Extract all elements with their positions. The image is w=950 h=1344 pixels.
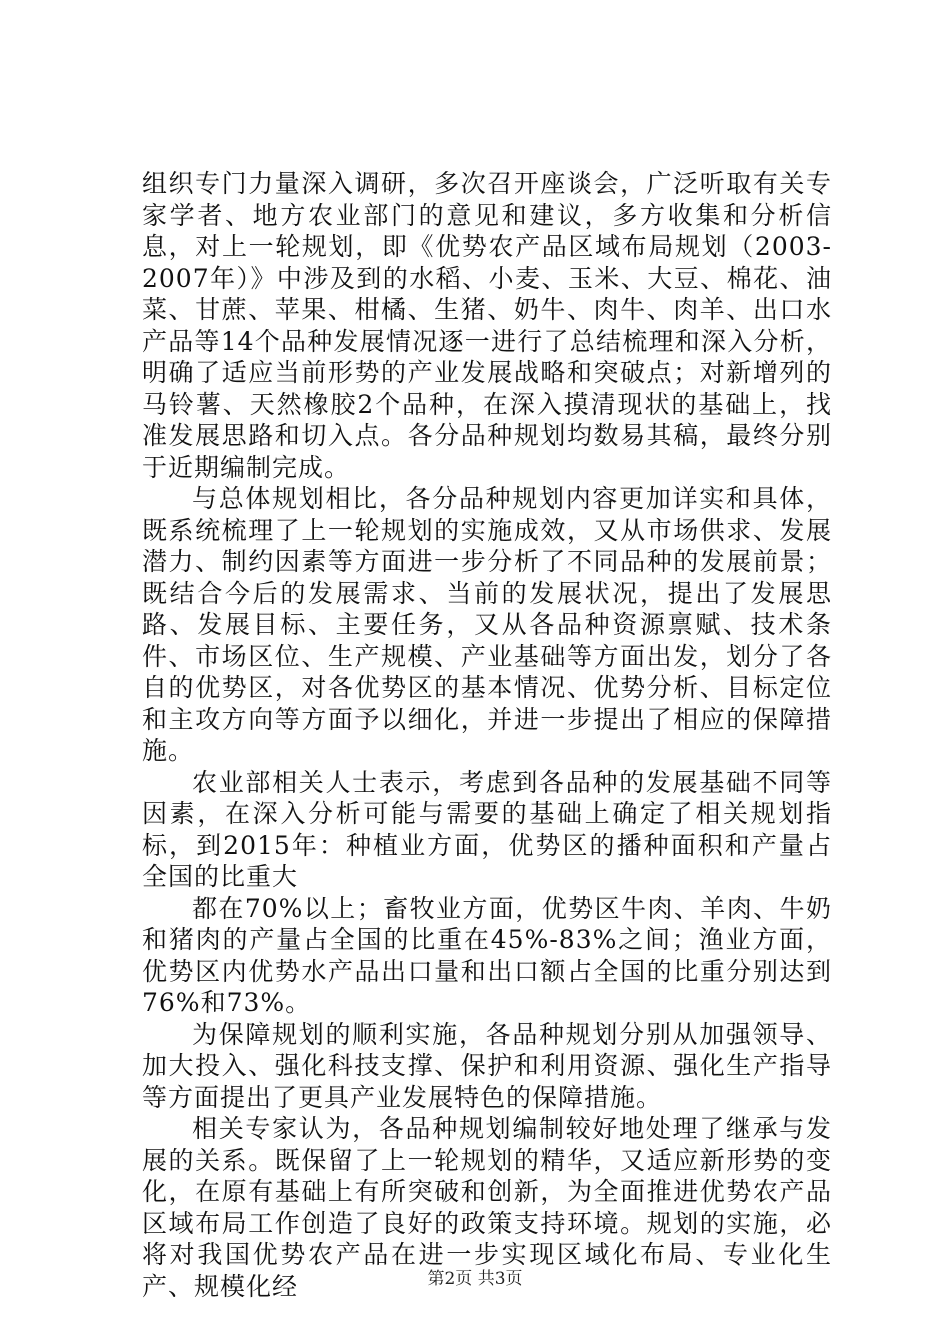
paragraph-5: 为保障规划的顺利实施，各品种规划分别从加强领导、加大投入、强化科技支撑、保护和利用资源、强化生产指导等方面提出了更具产业发展特色的保障措施。 — [142, 1019, 832, 1112]
document-body — [142, 168, 832, 1302]
page-footer: 第2页 共3页 — [427, 1269, 523, 1289]
paragraph-6: 相关专家认为，各品种规划编制较好地处理了继承与发展的关系。既保留了上一轮规划的精华，又适应新形势的变化，在原有基础上有所突破和创新，为全面推进优势农产品区域布局工作创造了良好的政策支持环境。规划的实施，必将对我国优势农产品在进一步实现区域化布局、专业化生产、规模化经 — [142, 1114, 832, 1301]
paragraph-4: 都在70%以上；畜牧业方面，优势区牛肉、羊肉、牛奶和猪肉的产量占全国的比重在45%-83%之间；渔业方面，优势区内优势水产品出口量和出口额占全国的比重分别达到76%和73%。 — [142, 893, 832, 1017]
paragraph-2: 与总体规划相比，各分品种规划内容更加详实和具体，既系统梳理了上一轮规划的实施成效，又从市场供求、发展潜力、制约因素等方面进一步分析了不同品种的发展前景；既结合今后的发展需求、当前的发展状况，提出了发展思路、发展目标、主要任务，又从各品种资源禀赋、技术条件、市场区位、生产规模、产业基础等方面出发，划分了各自的优势区，对各优势区的基本情况、优势分析、目标定位和主攻方向等方面予以细化，并进一步提出了相应的保障措施。 — [142, 484, 832, 765]
paragraph-1: 组织专门力量深入调研，多次召开座谈会，广泛听取有关专家学者、地方农业部门的意见和建议，多方收集和分析信息，对上一轮规划，即《优势农产品区域布局规划（2003-2007年）》中涉及到的水稻、小麦、玉米、大豆、棉花、油菜、甘蔗、苹果、柑橘、生猪、奶牛、肉牛、肉羊、出口水产品等14个品种发展情况逐一进行了总结梳理和深入分析，明确了适应当前形势的产业发展战略和突破点；对新增列的马铃薯、天然橡胶2个品种，在深入摸清现状的基础上，找准发展思路和切入点。各分品种规划均数易其稿，最终分别于近期编制完成。 — [142, 169, 832, 482]
paragraph-3: 农业部相关人士表示，考虑到各品种的发展基础不同等因素，在深入分析可能与需要的基础上确定了相关规划指标，到2015年：种植业方面，优势区的播种面积和产量占全国的比重大 — [142, 767, 832, 891]
